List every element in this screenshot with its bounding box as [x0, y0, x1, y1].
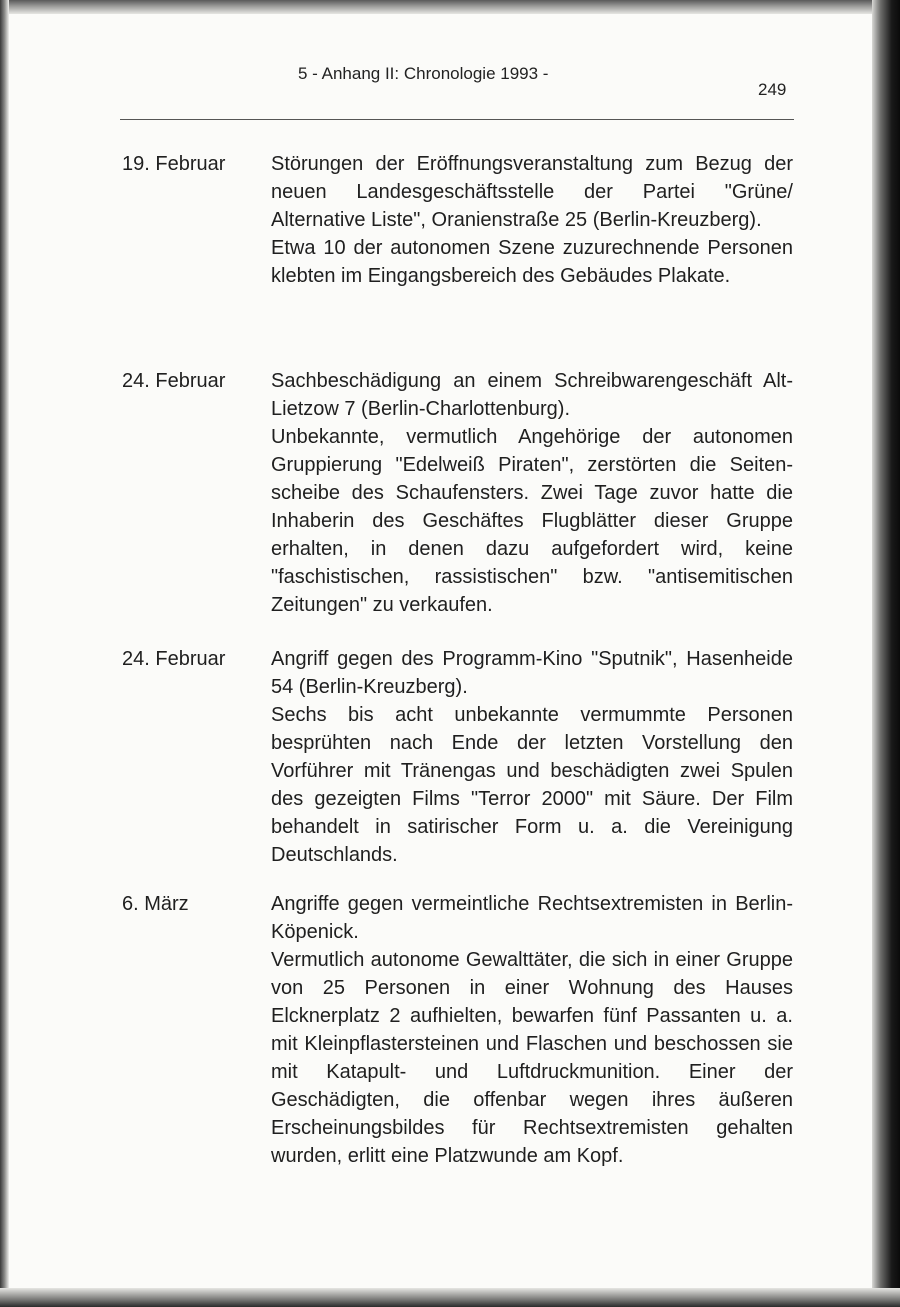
scan-edge-bottom [0, 1288, 900, 1307]
header-rule [120, 119, 794, 120]
scan-edge-right [872, 0, 900, 1307]
entry-body [271, 367, 793, 619]
entry-date: 19. Februar [122, 153, 226, 175]
scan-edge-top [0, 0, 900, 14]
entry-date: 6. März [122, 893, 189, 915]
entry-paragraph: Sechs bis acht unbekannte vermummte Personen besprühten nach Ende der letzten Vorstellung den Vorführer mit Tränengas und beschädigten zwei Spulen des gezeigten Films "Terror 2000" mit Säure. Der Film behandelt in satirischer Form u. a. die Vereinigung Deutschlands. [271, 704, 793, 866]
page-number: 249 [758, 80, 787, 99]
entry-paragraph: Vermutlich autonome Gewalttäter, die sich in einer Gruppe von 25 Personen in einer Wohnung des Hauses Elcknerplatz 2 aufhielten, bewarfen fünf Passanten u. a. mit Kleinpflastersteinen und Flaschen und beschossen sie mit Katapult- und Luftdruckmunition. Einer der Geschädigten, die offenbar wegen ihres äußeren Erscheinungsbildes für Rechtsextremisten gehalten wurden, erlitt eine Platzwunde am Kopf. [271, 949, 793, 1167]
entry-date: 24. Februar [122, 370, 226, 392]
entry-paragraph: Störungen der Eröffnungsveranstaltung zum Bezug der neuen Landesgeschäftsstelle der Partei "Grüne/ Alternative Liste", Oranienstraße 25 (Berlin-Kreuzberg). [271, 153, 793, 231]
scan-edge-left [0, 0, 9, 1307]
entry-date: 24. Februar [122, 648, 226, 670]
entry-body [271, 645, 793, 869]
entry-paragraph: Unbekannte, vermutlich Angehörige der autonomen Gruppierung "Edelweiß Piraten", zerstörten die Seitenscheibe des Schaufensters. Zwei Tage zuvor hatte die Inhaberin des Geschäftes Flugblätter dieser Gruppe erhalten, in denen dazu aufgefordert wird, keine "faschistischen, rassistischen" bzw. "antisemitischen Zeitungen" zu verkaufen. [271, 426, 793, 616]
entry-paragraph: Angriff gegen des Programm-Kino "Sputnik", Hasenheide 54 (Berlin-Kreuzberg). [271, 648, 793, 698]
entry-paragraph: Etwa 10 der autonomen Szene zuzurechnende Personen klebten im Eingangsbereich des Gebäudes Plakate. [271, 237, 793, 287]
entry-paragraph: Sachbeschädigung an einem Schreibwarengeschäft Alt-Lietzow 7 (Berlin-Charlottenburg). [271, 370, 793, 420]
running-head: 5 - Anhang II: Chronologie 1993 - [298, 64, 549, 83]
entry-body [271, 150, 793, 290]
entry-body [271, 890, 793, 1170]
entry-paragraph: Angriffe gegen vermeintliche Rechtsextremisten in Berlin-Köpenick. [271, 893, 793, 943]
